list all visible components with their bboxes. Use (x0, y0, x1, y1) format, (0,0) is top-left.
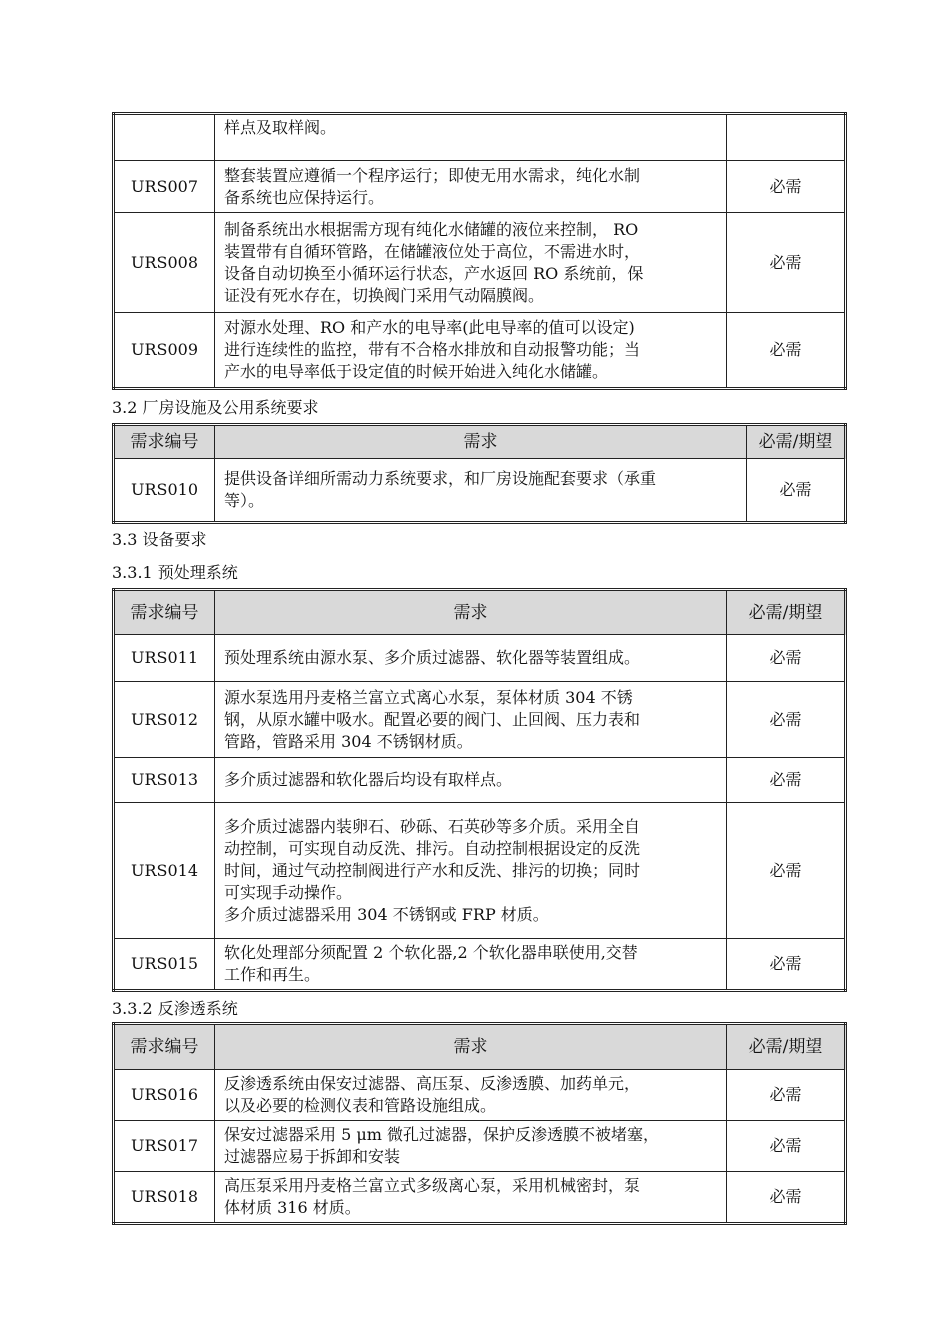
section-heading-3-2: 3.2 厂房设施及公用系统要求 (112, 398, 319, 417)
header-level: 必需/期望 (747, 425, 846, 459)
table-row (114, 939, 846, 991)
req-level: 必需 (727, 635, 846, 682)
req-level: 必需 (727, 313, 846, 389)
table-row (114, 313, 846, 389)
req-level: 必需 (727, 161, 846, 213)
req-text: 制备系统出水根据需方现有纯化水储罐的液位来控制， RO 装置带有自循环管路，在储罐液位处于高位，不需进水时， 设备自动切换至小循环运行状态，产水返回 RO 系统前，保 证没有死水存在，切换阀门采用气动隔膜阀。 (215, 213, 727, 313)
req-id (114, 114, 215, 161)
table-row (114, 459, 846, 523)
req-text: 对源水处理、RO 和产水的电导率(此电导率的值可以设定) 进行连续性的监控，带有不合格水排放和自动报警功能；当 产水的电导率低于设定值的时候开始进入纯化水储罐。 (215, 313, 727, 389)
req-text: 多介质过滤器和软化器后均设有取样点。 (215, 758, 727, 803)
req-level: 必需 (727, 213, 846, 313)
req-level: 必需 (727, 1172, 846, 1224)
req-text: 保安过滤器采用 5 μm 微孔过滤器，保护反渗透膜不被堵塞， 过滤器应易于拆卸和安装 (215, 1121, 727, 1172)
table-row (114, 803, 846, 939)
req-id: URS014 (114, 803, 215, 939)
req-text: 预处理系统由源水泵、多介质过滤器、软化器等装置组成。 (215, 635, 727, 682)
req-text: 样点及取样阀。 (215, 114, 727, 161)
req-text: 高压泵采用丹麦格兰富立式多级离心泵，采用机械密封，泵 体材质 316 材质。 (215, 1172, 727, 1224)
req-level: 必需 (727, 682, 846, 758)
section-heading-3-3-1: 3.3.1 预处理系统 (112, 563, 238, 582)
header-req: 需求 (215, 425, 747, 459)
req-id: URS017 (114, 1121, 215, 1172)
req-text: 反渗透系统由保安过滤器、高压泵、反渗透膜、加药单元， 以及必要的检测仪表和管路设施组成。 (215, 1070, 727, 1121)
table-row (114, 161, 846, 213)
req-level: 必需 (727, 1121, 846, 1172)
req-id: URS016 (114, 1070, 215, 1121)
req-id: URS008 (114, 213, 215, 313)
requirements-table-3-3-1 (112, 588, 847, 992)
table-row (114, 1070, 846, 1121)
header-id: 需求编号 (114, 590, 215, 635)
table-header-row (114, 425, 846, 459)
req-text: 提供设备详细所需动力系统要求，和厂房设施配套要求（承重 等）。 (215, 459, 747, 523)
req-id: URS011 (114, 635, 215, 682)
table-header-row (114, 1024, 846, 1070)
header-req: 需求 (215, 1024, 727, 1070)
req-id: URS007 (114, 161, 215, 213)
requirements-table-3-3-2 (112, 1022, 847, 1225)
table-row (114, 682, 846, 758)
req-text: 整套装置应遵循一个程序运行；即使无用水需求，纯化水制 备系统也应保持运行。 (215, 161, 727, 213)
header-level: 必需/期望 (727, 1024, 846, 1070)
section-heading-3-3-2: 3.3.2 反渗透系统 (112, 999, 238, 1018)
table-row (114, 213, 846, 313)
table-header-row (114, 590, 846, 635)
table-row (114, 758, 846, 803)
requirements-table-continued (112, 112, 847, 390)
req-id: URS012 (114, 682, 215, 758)
table-row (114, 635, 846, 682)
req-level: 必需 (727, 1070, 846, 1121)
table-row (114, 1121, 846, 1172)
header-id: 需求编号 (114, 425, 215, 459)
table-row (114, 114, 846, 161)
req-level (727, 114, 846, 161)
req-id: URS009 (114, 313, 215, 389)
req-text: 软化处理部分须配置 2 个软化器,2 个软化器串联使用,交替 工作和再生。 (215, 939, 727, 991)
req-id: URS018 (114, 1172, 215, 1224)
header-req: 需求 (215, 590, 727, 635)
req-level: 必需 (747, 459, 846, 523)
req-text: 源水泵选用丹麦格兰富立式离心水泵，泵体材质 304 不锈 钢，从原水罐中吸水。配置必要的阀门、止回阀、压力表和 管路，管路采用 304 不锈钢材质。 (215, 682, 727, 758)
req-level: 必需 (727, 758, 846, 803)
section-heading-3-3: 3.3 设备要求 (112, 530, 207, 549)
req-level: 必需 (727, 939, 846, 991)
req-id: URS013 (114, 758, 215, 803)
req-level: 必需 (727, 803, 846, 939)
requirements-table-3-2 (112, 423, 847, 524)
table-row (114, 1172, 846, 1224)
header-id: 需求编号 (114, 1024, 215, 1070)
req-id: URS010 (114, 459, 215, 523)
header-level: 必需/期望 (727, 590, 846, 635)
req-text: 多介质过滤器内装卵石、砂砾、石英砂等多介质。采用全自 动控制，可实现自动反洗、排污。自动控制根据设定的反洗 时间，通过气动控制阀进行产水和反洗、排污的切换；同时 可实现手动操作。 多介质过滤器采用 304 不锈钢或 FRP 材质。 (215, 803, 727, 939)
req-id: URS015 (114, 939, 215, 991)
